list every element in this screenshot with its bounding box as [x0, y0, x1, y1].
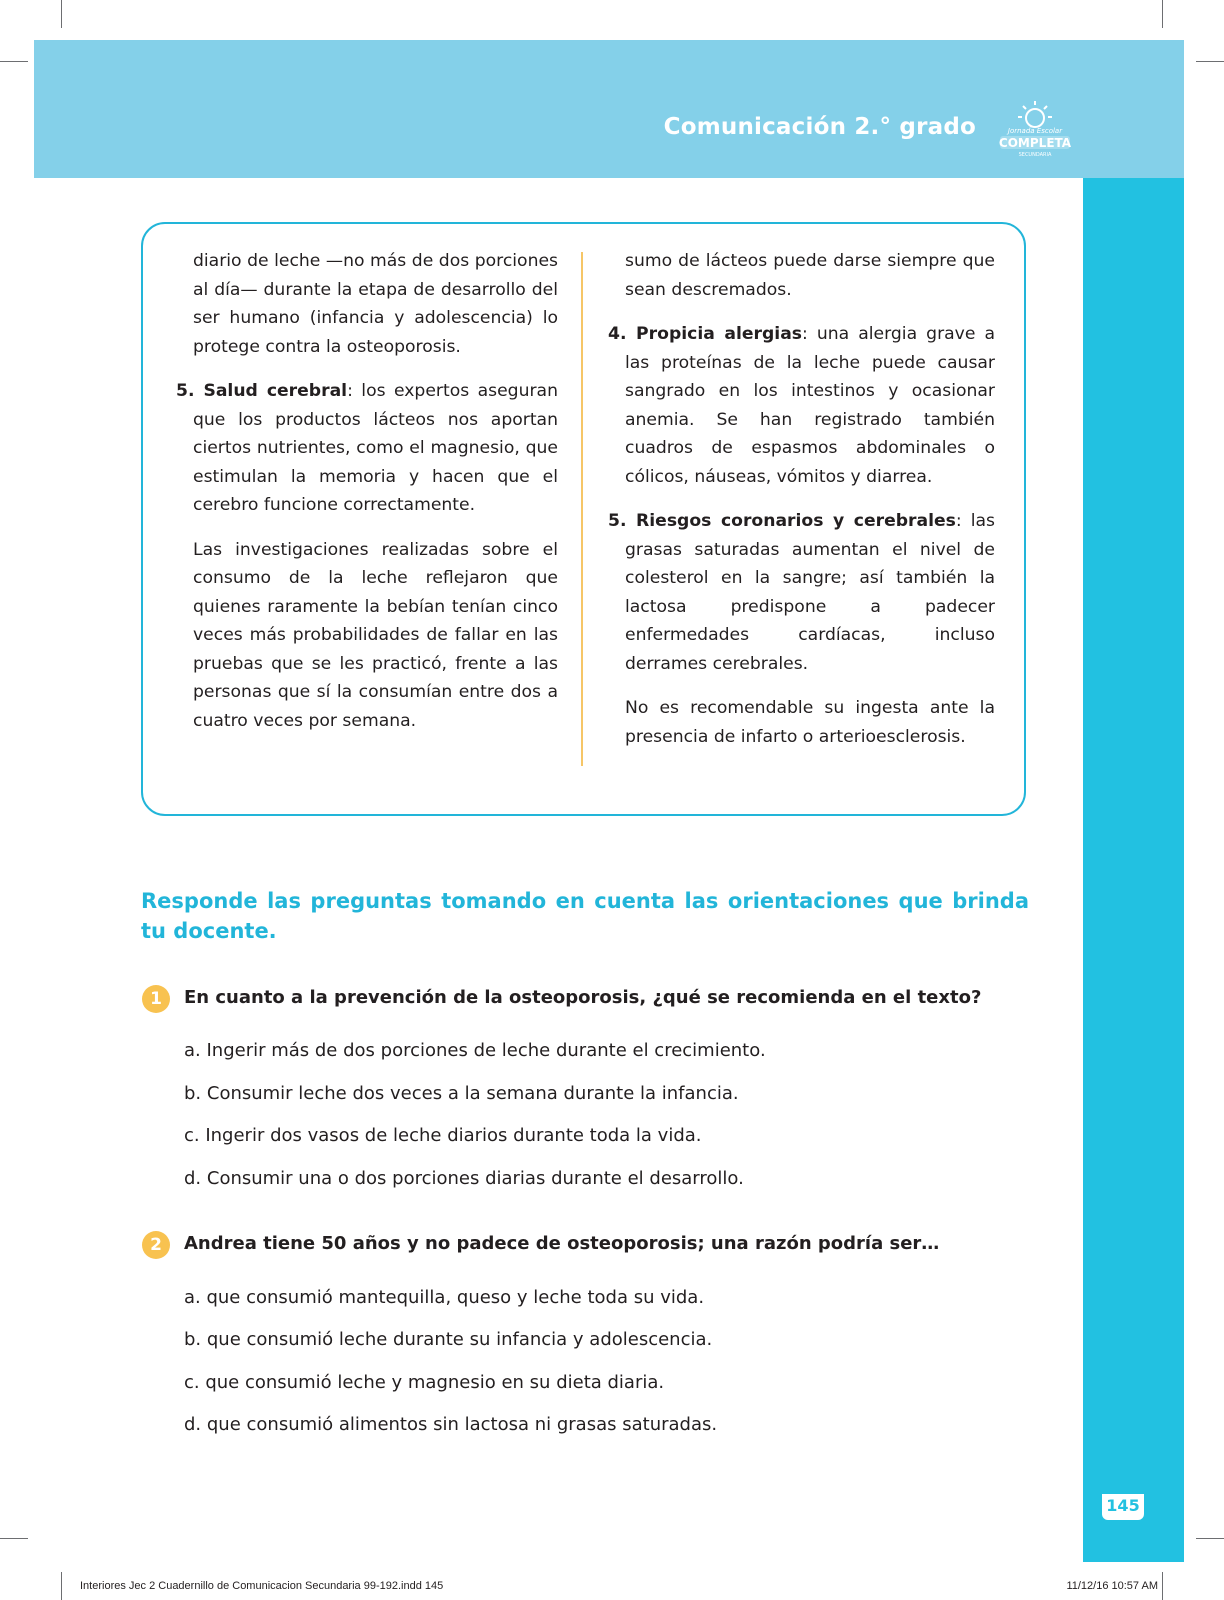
- right-item-5-title: 5. Riesgos coronarios y cerebrales: [608, 511, 956, 531]
- crop-mark-right-top: [1196, 61, 1224, 62]
- question-2-option-a[interactable]: a. que consumió mantequilla, queso y leche toda su vida.: [184, 1287, 705, 1308]
- logo-text-bottom: SECUNDARIA: [1018, 152, 1052, 158]
- crop-mark-top-left: [61, 0, 62, 28]
- instructions-heading: Responde las preguntas tomando en cuenta las orientaciones que brinda tu docente.: [141, 889, 1029, 943]
- question-2-option-b[interactable]: b. que consumió leche durante su infancia y adolescencia.: [184, 1329, 713, 1350]
- question-1-option-c[interactable]: c. Ingerir dos vasos de leche diarios durante toda la vida.: [184, 1125, 702, 1146]
- crop-mark-right-bottom: [1196, 1538, 1224, 1539]
- question-1-option-d[interactable]: d. Consumir una o dos porciones diarias durante el desarrollo.: [184, 1168, 744, 1189]
- column-divider: [581, 252, 583, 766]
- right-paragraph-4: No es recomendable su ingesta ante la presencia de infarto o arterioesclerosis.: [625, 698, 995, 747]
- logo-text-main: COMPLETA: [998, 136, 1072, 150]
- left-item-5-text: : los expertos aseguran que los productos lácteos nos aportan ciertos nutrientes, como el magnesio, que estimulan la memoria y hacen que el cerebro funcione correctamente.: [193, 381, 558, 515]
- page-number: 145: [1106, 1496, 1140, 1515]
- crop-mark-top-right: [1162, 0, 1163, 28]
- question-2-text: Andrea tiene 50 años y no padece de osteoporosis; una razón podría ser…: [184, 1233, 940, 1254]
- right-item-5-text: : las grasas saturadas aumentan el nivel de colesterol en la sangre; así también la lactosa predispone a padecer enfermedades cardíacas, incluso derrames cerebrales.: [625, 511, 995, 674]
- question-1-text: En cuanto a la prevención de la osteoporosis, ¿qué se recomienda en el texto?: [184, 987, 982, 1008]
- right-item-5: [605, 507, 995, 678]
- reading-right-column: [605, 247, 995, 751]
- page-title: Comunicación 2.° grado: [663, 114, 976, 140]
- footer-timestamp: 11/12/16 10:57 AM: [1066, 1580, 1158, 1592]
- right-paragraph-1: sumo de lácteos puede darse siempre que sean descremados.: [625, 251, 995, 300]
- logo-text-top: Jornada Escolar: [1007, 127, 1063, 135]
- footer-file-info: Interiores Jec 2 Cuadernillo de Comunicacion Secundaria 99-192.indd 145: [80, 1580, 444, 1592]
- crop-mark-bottom-right: [1162, 1572, 1163, 1600]
- question-2-option-c[interactable]: c. que consumió leche y magnesio en su dieta diaria.: [184, 1372, 665, 1393]
- crop-mark-bottom-left: [61, 1572, 62, 1600]
- right-item-4-text: : una alergia grave a las proteínas de la leche puede causar sangrado en los intestinos y ocasionar anemia. Se han registrado también cuadros de espasmos abdominales o cólicos, náuseas, vómitos y diarrea.: [625, 324, 995, 487]
- question-2-option-d[interactable]: d. que consumió alimentos sin lactosa ni grasas saturadas.: [184, 1414, 718, 1435]
- left-paragraph-1: diario de leche —no más de dos porciones al día— durante la etapa de desarrollo del ser humano (infancia y adolescencia) lo protege contra la osteoporosis.: [193, 251, 558, 357]
- left-item-5-title: 5. Salud cerebral: [176, 381, 348, 401]
- reading-left-column: [175, 247, 558, 735]
- right-item-4: [605, 320, 995, 491]
- question-2-badge: 2: [142, 1231, 170, 1259]
- question-1-option-a[interactable]: a. Ingerir más de dos porciones de leche durante el crecimiento.: [184, 1040, 766, 1061]
- question-1-option-b[interactable]: b. Consumir leche dos veces a la semana durante la infancia.: [184, 1083, 739, 1104]
- page-number-tab: [1102, 1494, 1144, 1520]
- jornada-completa-logo: [994, 98, 1076, 160]
- question-1-badge: 1: [142, 985, 170, 1013]
- left-item-5: [175, 377, 558, 520]
- left-paragraph-3: Las investigaciones realizadas sobre el consumo de la leche reflejaron que quienes raramente la bebían tenían cinco veces más probabilidades de fallar en las pruebas que se les practicó, frente a las personas que sí la consumían entre dos a cuatro veces por semana.: [193, 539, 558, 731]
- side-band: [1083, 178, 1184, 1562]
- crop-mark-left-top: [0, 61, 28, 62]
- crop-mark-left-bottom: [0, 1538, 28, 1539]
- right-item-4-title: 4. Propicia alergias: [608, 324, 803, 344]
